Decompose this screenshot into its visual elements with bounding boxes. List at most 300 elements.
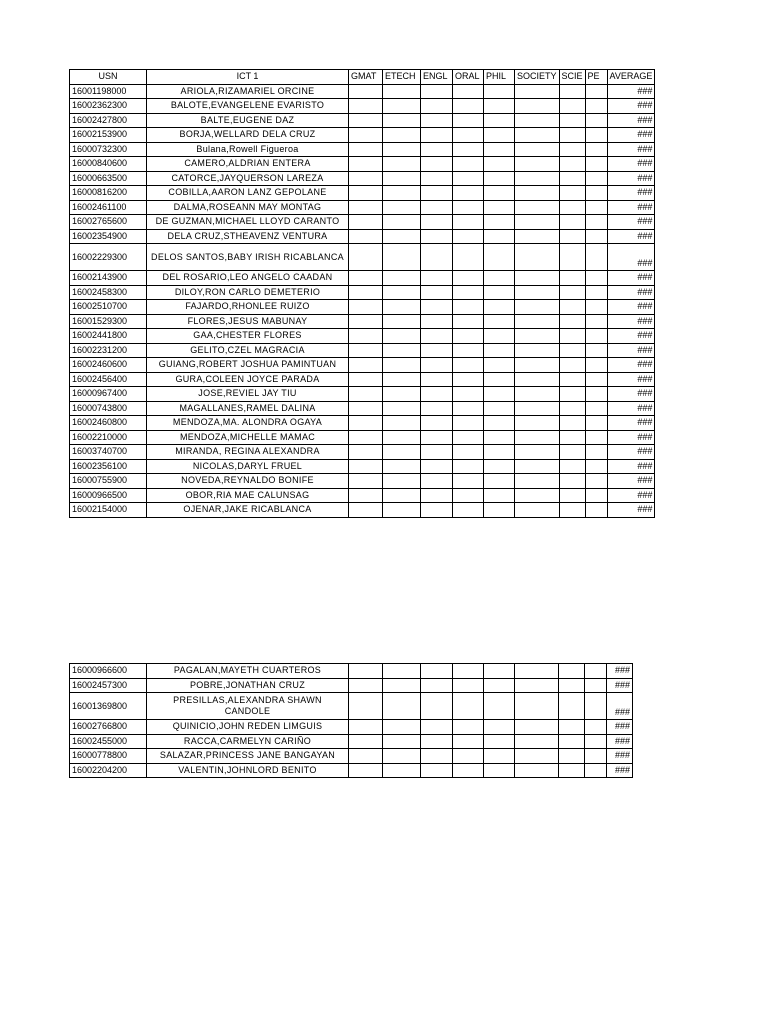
grade-cell [349, 503, 383, 518]
grade-cell [559, 215, 585, 230]
grade-cell [383, 142, 421, 157]
grade-cell [349, 734, 383, 749]
grade-cell [559, 503, 585, 518]
grade-cell [349, 200, 383, 215]
grade-cell [421, 186, 453, 201]
grade-cell [559, 387, 585, 402]
grade-cell [515, 763, 559, 778]
grade-cell [383, 474, 421, 489]
grade-cell [421, 734, 453, 749]
grade-cell [453, 488, 484, 503]
grade-cell [515, 734, 559, 749]
grade-cell [349, 678, 383, 693]
grade-cell [559, 84, 585, 99]
grade-cell [453, 459, 484, 474]
grade-cell [515, 678, 559, 693]
grade-cell [453, 314, 484, 329]
grade-cell [383, 99, 421, 114]
grade-cell [349, 157, 383, 172]
grade-cell [515, 445, 560, 460]
grade-cell [383, 300, 421, 315]
grade-cell [453, 503, 484, 518]
grade-cell [453, 113, 484, 128]
average-cell: ### [607, 358, 655, 373]
grade-cell [585, 763, 607, 778]
grade-cell [349, 372, 383, 387]
usn-cell: 16002204200 [70, 763, 147, 778]
student-name-cell: MAGALLANES,RAMEL DALINA [147, 401, 349, 416]
grade-cell [383, 678, 421, 693]
student-name-cell: OBOR,RIA MAE CALUNSAG [147, 488, 349, 503]
grade-cell [383, 314, 421, 329]
grade-cell [484, 445, 515, 460]
grade-cell [515, 271, 560, 286]
grade-cell [383, 445, 421, 460]
grade-cell [515, 749, 559, 764]
grade-cell [453, 678, 484, 693]
grade-cell [421, 229, 453, 244]
table-row [70, 157, 655, 172]
student-name-cell: GELITO,CZEL MAGRACIA [147, 343, 349, 358]
table-row [70, 285, 655, 300]
average-cell: ### [607, 474, 655, 489]
grade-cell [559, 430, 585, 445]
grade-cell [484, 416, 515, 431]
grade-cell [515, 244, 560, 271]
header-engl: ENGL [421, 70, 453, 85]
grade-cell [383, 459, 421, 474]
grade-cell [453, 401, 484, 416]
grade-cell [585, 459, 607, 474]
average-cell: ### [607, 215, 655, 230]
grade-cell [515, 474, 560, 489]
grade-cell [585, 445, 607, 460]
grade-cell [383, 749, 421, 764]
grade-cell [559, 474, 585, 489]
grade-cell [453, 171, 484, 186]
grade-cell [515, 113, 560, 128]
usn-cell: 16002154000 [70, 503, 147, 518]
grade-cell [515, 372, 560, 387]
grade-cell [484, 693, 515, 720]
usn-cell: 16003740700 [70, 445, 147, 460]
grade-cell [383, 157, 421, 172]
grade-cell [559, 343, 585, 358]
header-etech: ETECH [383, 70, 421, 85]
usn-cell: 16002460600 [70, 358, 147, 373]
grade-cell [453, 734, 484, 749]
grade-cell [421, 215, 453, 230]
grade-cell [453, 128, 484, 143]
grade-cell [383, 271, 421, 286]
grade-cell [421, 430, 453, 445]
table-row [70, 749, 633, 764]
grade-cell [383, 734, 421, 749]
student-name-cell: ARIOLA,RIZAMARIEL ORCINE [147, 84, 349, 99]
grade-cell [585, 84, 607, 99]
grade-cell [484, 387, 515, 402]
table-row [70, 99, 655, 114]
grade-cell [421, 763, 453, 778]
grade-cell [349, 459, 383, 474]
grade-cell [453, 664, 484, 679]
student-name-cell: BALOTE,EVANGELENE EVARISTO [147, 99, 349, 114]
table-row [70, 229, 655, 244]
average-cell: ### [607, 503, 655, 518]
usn-cell: 16002766800 [70, 720, 147, 735]
student-name-cell: BALTE,EUGENE DAZ [147, 113, 349, 128]
average-cell: ### [607, 285, 655, 300]
grade-cell [383, 503, 421, 518]
grade-cell [559, 314, 585, 329]
average-cell: ### [607, 314, 655, 329]
average-cell: ### [607, 186, 655, 201]
grade-cell [515, 84, 560, 99]
grade-cell [585, 157, 607, 172]
grade-cell [515, 416, 560, 431]
grade-cell [453, 372, 484, 387]
grade-cell [484, 734, 515, 749]
grade-cell [383, 358, 421, 373]
grade-cell [453, 474, 484, 489]
grade-cell [421, 314, 453, 329]
grade-cell [515, 128, 560, 143]
grade-cell [484, 128, 515, 143]
grade-cell [515, 186, 560, 201]
grade-cell [515, 314, 560, 329]
grade-cell [515, 358, 560, 373]
table-row [70, 271, 655, 286]
usn-cell: 16002427800 [70, 113, 147, 128]
usn-cell: 16002460800 [70, 416, 147, 431]
grade-cell [585, 401, 607, 416]
average-cell: ### [607, 142, 655, 157]
grade-cell [484, 358, 515, 373]
grade-cell [484, 720, 515, 735]
grade-cell [484, 503, 515, 518]
average-cell: ### [607, 171, 655, 186]
grade-cell [421, 720, 453, 735]
grade-cell [484, 488, 515, 503]
grade-cell [484, 343, 515, 358]
grade-cell [515, 488, 560, 503]
grade-table-2 [69, 663, 633, 778]
student-name-cell: FAJARDO,RHONLEE RUIZO [147, 300, 349, 315]
average-cell: ### [607, 372, 655, 387]
grade-cell [383, 84, 421, 99]
grade-cell [559, 128, 585, 143]
table-row [70, 459, 655, 474]
grade-cell [585, 358, 607, 373]
average-cell: ### [607, 200, 655, 215]
grade-cell [515, 99, 560, 114]
table-row [70, 678, 633, 693]
grade-cell [515, 200, 560, 215]
average-cell: ### [607, 401, 655, 416]
grade-cell [421, 244, 453, 271]
grade-cell [349, 314, 383, 329]
grade-cell [484, 763, 515, 778]
student-name-cell: DE GUZMAN,MICHAEL LLOYD CARANTO [147, 215, 349, 230]
average-cell: ### [607, 664, 633, 679]
header-scie: SCIE [559, 70, 585, 85]
table-row [70, 503, 655, 518]
usn-cell: 16002456400 [70, 372, 147, 387]
grade-cell [585, 720, 607, 735]
average-cell: ### [607, 459, 655, 474]
grade-cell [585, 749, 607, 764]
grade-cell [383, 244, 421, 271]
average-cell: ### [607, 678, 633, 693]
grade-cell [484, 664, 515, 679]
average-cell: ### [607, 99, 655, 114]
grade-cell [484, 215, 515, 230]
grade-cell [484, 157, 515, 172]
grade-cell [515, 459, 560, 474]
grade-cell [383, 215, 421, 230]
student-name-cell: QUINICIO,JOHN REDEN LIMGUIS [147, 720, 349, 735]
grade-cell [349, 763, 383, 778]
usn-cell: 16002229300 [70, 244, 147, 271]
grade-cell [559, 664, 585, 679]
usn-cell: 16000743800 [70, 401, 147, 416]
usn-cell: 16002153900 [70, 128, 147, 143]
usn-cell: 16002356100 [70, 459, 147, 474]
grade-cell [383, 285, 421, 300]
grade-cell [585, 387, 607, 402]
average-cell: ### [607, 229, 655, 244]
average-cell: ### [607, 84, 655, 99]
average-cell: ### [607, 128, 655, 143]
grade-cell [484, 171, 515, 186]
grade-cell [349, 244, 383, 271]
grade-cell [383, 387, 421, 402]
grade-cell [349, 720, 383, 735]
grade-cell [484, 84, 515, 99]
grade-cell [559, 142, 585, 157]
grade-cell [585, 300, 607, 315]
grade-cell [585, 271, 607, 286]
grade-cell [383, 401, 421, 416]
table-row [70, 142, 655, 157]
grade-cell [349, 693, 383, 720]
grade-cell [383, 113, 421, 128]
average-cell: ### [607, 749, 633, 764]
grade-cell [421, 372, 453, 387]
grade-cell [349, 387, 383, 402]
grade-cell [453, 720, 484, 735]
grade-cell [585, 372, 607, 387]
table-row [70, 358, 655, 373]
grade-cell [484, 314, 515, 329]
student-name-cell: POBRE,JONATHAN CRUZ [147, 678, 349, 693]
student-name-cell: NOVEDA,REYNALDO BONIFE [147, 474, 349, 489]
grade-cell [421, 84, 453, 99]
grade-cell [515, 664, 559, 679]
student-name-cell: VALENTIN,JOHNLORD BENITO [147, 763, 349, 778]
grade-cell [349, 99, 383, 114]
student-name-cell: SALAZAR,PRINCESS JANE BANGAYAN [147, 749, 349, 764]
grade-cell [585, 285, 607, 300]
grade-cell [585, 244, 607, 271]
grade-cell [515, 430, 560, 445]
grade-cell [421, 749, 453, 764]
table-row [70, 244, 655, 271]
header-oral: ORAL [453, 70, 484, 85]
grade-cell [585, 488, 607, 503]
grade-cell [484, 474, 515, 489]
grade-cell [484, 749, 515, 764]
grade-cell [349, 171, 383, 186]
grade-cell [349, 401, 383, 416]
average-cell: ### [607, 329, 655, 344]
student-name-cell: JOSE,REVIEL JAY TIU [147, 387, 349, 402]
grade-cell [349, 285, 383, 300]
usn-cell: 16002765600 [70, 215, 147, 230]
grade-cell [585, 200, 607, 215]
grade-cell [421, 459, 453, 474]
grade-cell [453, 215, 484, 230]
grade-cell [585, 113, 607, 128]
grade-cell [383, 343, 421, 358]
table-row [70, 734, 633, 749]
student-name-cell: CAMERO,ALDRIAN ENTERA [147, 157, 349, 172]
table-row [70, 416, 655, 431]
grade-cell [349, 229, 383, 244]
header-usn: USN [70, 70, 147, 85]
grade-cell [559, 401, 585, 416]
grade-cell [585, 186, 607, 201]
grade-cell [453, 387, 484, 402]
grade-cell [383, 229, 421, 244]
student-name-cell: BORJA,WELLARD DELA CRUZ [147, 128, 349, 143]
usn-cell: 16002354900 [70, 229, 147, 244]
grade-cell [383, 693, 421, 720]
grade-cell [349, 271, 383, 286]
header-gmat: GMAT [349, 70, 383, 85]
grade-cell [585, 171, 607, 186]
usn-cell: 16000663500 [70, 171, 147, 186]
grade-cell [421, 664, 453, 679]
grade-cell [421, 693, 453, 720]
average-cell: ### [607, 343, 655, 358]
header-society: SOCIETY [515, 70, 560, 85]
student-name-cell: PAGALAN,MAYETH CUARTEROS [147, 664, 349, 679]
usn-cell: 16002441800 [70, 329, 147, 344]
grade-cell [585, 430, 607, 445]
grade-cell [421, 300, 453, 315]
grade-cell [515, 387, 560, 402]
grade-cell [559, 416, 585, 431]
grade-cell [559, 171, 585, 186]
grade-cell [559, 693, 585, 720]
average-cell: ### [607, 113, 655, 128]
grade-cell [349, 488, 383, 503]
grade-cell [421, 285, 453, 300]
table-row [70, 372, 655, 387]
grade-cell [585, 229, 607, 244]
header-ict: ICT 1 [147, 70, 349, 85]
grade-cell [515, 229, 560, 244]
grade-cell [453, 358, 484, 373]
grade-cell [383, 200, 421, 215]
grade-cell [585, 343, 607, 358]
grade-cell [585, 503, 607, 518]
grade-cell [484, 401, 515, 416]
grade-cell [349, 343, 383, 358]
grade-cell [453, 430, 484, 445]
grade-cell [559, 200, 585, 215]
grade-cell [349, 329, 383, 344]
grade-cell [559, 372, 585, 387]
grade-cell [484, 459, 515, 474]
table-row [70, 693, 633, 720]
grade-cell [453, 186, 484, 201]
grade-cell [453, 84, 484, 99]
grade-cell [515, 503, 560, 518]
grade-cell [585, 314, 607, 329]
grade-cell [585, 329, 607, 344]
usn-cell: 16000966600 [70, 664, 147, 679]
usn-cell: 16000966500 [70, 488, 147, 503]
grade-cell [453, 749, 484, 764]
grade-cell [559, 300, 585, 315]
student-name-cell: FLORES,JESUS MABUNAY [147, 314, 349, 329]
grade-cell [559, 445, 585, 460]
grade-cell [421, 678, 453, 693]
average-cell: ### [607, 488, 655, 503]
grade-cell [349, 300, 383, 315]
grade-cell [559, 720, 585, 735]
table-row [70, 186, 655, 201]
usn-cell: 16001529300 [70, 314, 147, 329]
usn-cell: 16000778800 [70, 749, 147, 764]
usn-cell: 16002458300 [70, 285, 147, 300]
student-name-cell: DILOY,RON CARLO DEMETERIO [147, 285, 349, 300]
grade-cell [453, 142, 484, 157]
grade-cell [515, 285, 560, 300]
grade-cell [421, 488, 453, 503]
usn-cell: 16000732300 [70, 142, 147, 157]
table-row [70, 387, 655, 402]
grade-cell [421, 142, 453, 157]
grade-cell [559, 244, 585, 271]
grade-cell [349, 445, 383, 460]
average-cell: ### [607, 720, 633, 735]
usn-cell: 16002143900 [70, 271, 147, 286]
grade-cell [349, 358, 383, 373]
table-row [70, 720, 633, 735]
average-cell: ### [607, 734, 633, 749]
usn-cell: 16002510700 [70, 300, 147, 315]
grade-cell [484, 271, 515, 286]
table-row [70, 200, 655, 215]
table-row [70, 84, 655, 99]
table-row [70, 445, 655, 460]
header-pe: PE [585, 70, 607, 85]
grade-cell [421, 358, 453, 373]
grade-cell [559, 329, 585, 344]
grade-cell [515, 171, 560, 186]
usn-cell: 16002461100 [70, 200, 147, 215]
grade-cell [421, 416, 453, 431]
grade-cell [585, 142, 607, 157]
header-average: AVERAGE [607, 70, 655, 85]
table-row [70, 664, 633, 679]
grade-cell [421, 113, 453, 128]
table-row [70, 314, 655, 329]
grade-cell [484, 372, 515, 387]
